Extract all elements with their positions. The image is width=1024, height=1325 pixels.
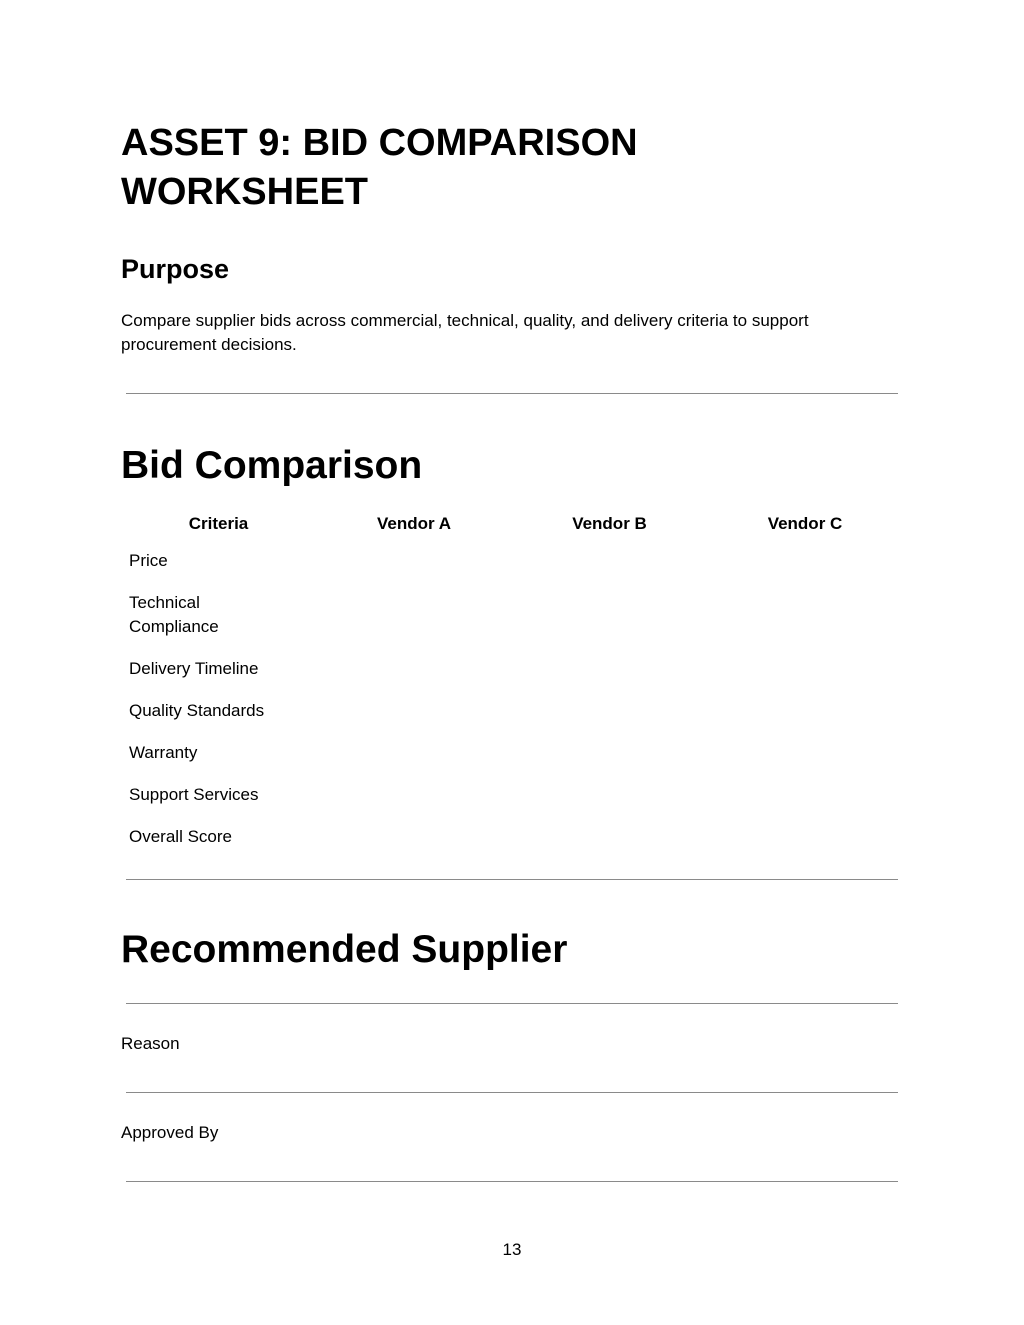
vendor-b-cell[interactable] bbox=[512, 816, 707, 858]
reason-input-line[interactable] bbox=[126, 1092, 898, 1093]
vendor-c-cell[interactable] bbox=[707, 540, 903, 582]
vendor-c-cell[interactable] bbox=[707, 582, 903, 648]
vendor-a-cell[interactable] bbox=[316, 690, 512, 732]
vendor-b-cell[interactable] bbox=[512, 582, 707, 648]
vendor-b-cell[interactable] bbox=[512, 648, 707, 690]
purpose-text: Compare supplier bids across commercial, technical, quality, and delivery criteria to support procurement decisions. bbox=[121, 311, 809, 354]
recommended-supplier-heading: Recommended Supplier bbox=[121, 928, 568, 971]
table-row bbox=[121, 582, 903, 648]
vendor-a-cell[interactable] bbox=[316, 582, 512, 648]
criteria-cell: Delivery Timeline bbox=[129, 659, 259, 678]
table-row bbox=[121, 816, 903, 858]
vendor-b-cell[interactable] bbox=[512, 690, 707, 732]
bid-comparison-heading: Bid Comparison bbox=[121, 444, 423, 487]
vendor-b-cell[interactable] bbox=[512, 774, 707, 816]
vendor-b-cell[interactable] bbox=[512, 732, 707, 774]
criteria-cell: Support Services bbox=[129, 785, 259, 804]
purpose-heading: Purpose bbox=[121, 254, 230, 284]
vendor-c-cell[interactable] bbox=[707, 774, 903, 816]
vendor-c-cell[interactable] bbox=[707, 816, 903, 858]
reason-label: Reason bbox=[121, 1034, 180, 1053]
page-number: 13 bbox=[502, 1240, 522, 1259]
recommended-supplier-input-line[interactable] bbox=[126, 1003, 898, 1004]
vendor-a-cell[interactable] bbox=[316, 648, 512, 690]
table-row bbox=[121, 774, 903, 816]
divider bbox=[126, 879, 898, 880]
criteria-cell: Quality Standards bbox=[129, 701, 265, 720]
criteria-cell: Overall Score bbox=[129, 827, 232, 846]
vendor-b-cell[interactable] bbox=[512, 540, 707, 582]
criteria-cell: Technical Compliance bbox=[129, 593, 219, 636]
divider bbox=[126, 393, 898, 394]
vendor-a-cell[interactable] bbox=[316, 816, 512, 858]
vendor-a-cell[interactable] bbox=[316, 732, 512, 774]
column-header-vendor-a: Vendor A bbox=[377, 514, 451, 533]
vendor-c-cell[interactable] bbox=[707, 648, 903, 690]
table-header-row bbox=[121, 508, 903, 540]
table-row bbox=[121, 648, 903, 690]
criteria-cell: Price bbox=[129, 551, 168, 570]
vendor-c-cell[interactable] bbox=[707, 690, 903, 732]
criteria-cell: Warranty bbox=[129, 743, 198, 762]
vendor-a-cell[interactable] bbox=[316, 774, 512, 816]
bid-comparison-table bbox=[121, 508, 903, 858]
approved-by-label: Approved By bbox=[121, 1123, 219, 1142]
vendor-a-cell[interactable] bbox=[316, 540, 512, 582]
column-header-vendor-c: Vendor C bbox=[767, 514, 843, 533]
table-row bbox=[121, 690, 903, 732]
column-header-criteria: Criteria bbox=[188, 514, 249, 533]
approved-by-input-line[interactable] bbox=[126, 1181, 898, 1182]
page-title: ASSET 9: BID COMPARISON WORKSHEET bbox=[121, 122, 638, 213]
table-row bbox=[121, 732, 903, 774]
vendor-c-cell[interactable] bbox=[707, 732, 903, 774]
column-header-vendor-b: Vendor B bbox=[572, 514, 647, 533]
table-row bbox=[121, 540, 903, 582]
